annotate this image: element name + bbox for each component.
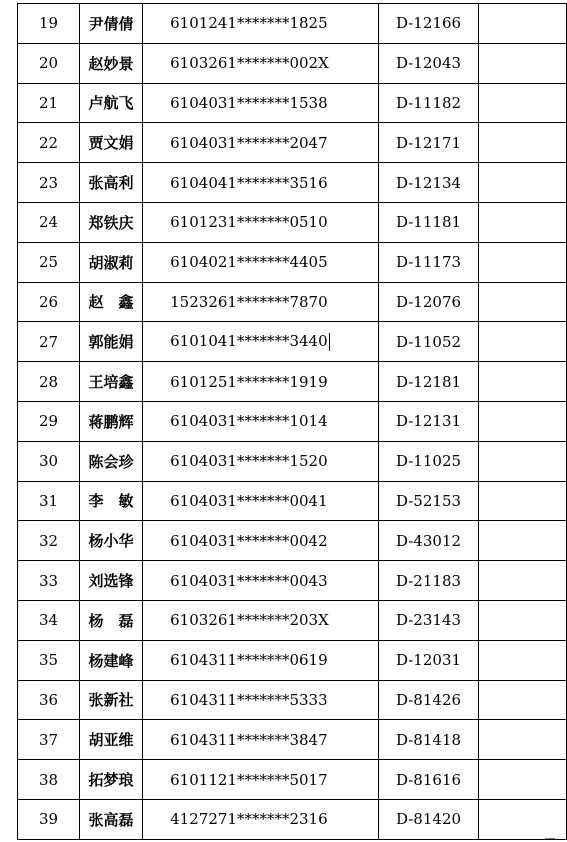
code-cell-text: D-12181 (395, 372, 462, 391)
code-cell-text: D-23143 (395, 611, 462, 630)
table-row (18, 123, 567, 163)
row-number-cell-text: 33 (38, 571, 59, 590)
row-number-cell-text: 29 (38, 412, 59, 431)
code-cell-text: D-81426 (395, 690, 462, 709)
id-number-cell[interactable] (143, 362, 379, 402)
code-cell[interactable] (378, 202, 478, 242)
code-cell[interactable] (378, 123, 478, 163)
id-number-cell-text: 6104311*******3847 (170, 730, 328, 749)
name-cell[interactable] (79, 322, 142, 362)
name-cell[interactable] (79, 163, 142, 203)
blank-cell[interactable] (479, 600, 567, 640)
row-number-cell[interactable] (18, 760, 80, 800)
row-number-cell[interactable] (18, 4, 80, 44)
row-number-cell[interactable] (18, 83, 80, 123)
code-cell[interactable] (378, 600, 478, 640)
blank-cell[interactable] (479, 4, 567, 44)
name-cell-text: 张新社 (88, 691, 134, 710)
code-cell-text: D-81616 (395, 770, 462, 789)
blank-cell[interactable] (479, 680, 567, 720)
id-number-cell-text: 6104031*******0043 (170, 571, 328, 590)
name-cell-text: 蒋鹏辉 (88, 412, 134, 431)
id-number-cell[interactable] (143, 4, 379, 44)
table-row (18, 521, 567, 561)
row-number-cell[interactable] (18, 521, 80, 561)
name-cell[interactable] (79, 202, 142, 242)
code-cell[interactable] (378, 561, 478, 601)
code-cell-text: D-43012 (395, 531, 462, 550)
table-row (18, 242, 567, 282)
row-number-cell-text: 19 (38, 14, 59, 33)
code-cell-text: D-52153 (395, 491, 462, 510)
id-number-cell-text: 6104031*******1014 (170, 412, 328, 431)
row-number-cell-text: 23 (38, 173, 59, 192)
name-cell[interactable] (79, 481, 142, 521)
id-number-cell-text: 6103261*******002X (170, 54, 329, 73)
code-cell-text: D-12076 (395, 292, 462, 311)
id-number-cell-text: 6101121*******5017 (170, 770, 328, 789)
id-number-cell-text: 6104031*******1538 (170, 93, 328, 112)
table-row (18, 282, 567, 322)
code-cell-text: D-21183 (395, 571, 462, 590)
code-cell[interactable] (378, 362, 478, 402)
id-number-cell[interactable] (143, 561, 379, 601)
page-edge-mark (545, 838, 555, 839)
name-cell[interactable] (79, 4, 142, 44)
table-row (18, 322, 567, 362)
name-cell-text: 张高利 (88, 174, 134, 193)
name-cell-text: 胡淑莉 (88, 253, 134, 272)
table-row (18, 202, 567, 242)
code-cell-text: D-12171 (395, 133, 462, 152)
table-row (18, 760, 567, 800)
row-number-cell-text: 30 (38, 452, 59, 471)
id-number-cell-text: 6101241*******1825 (170, 14, 328, 33)
name-cell-text: 张高磊 (88, 810, 134, 829)
code-cell-text: D-11025 (395, 452, 462, 471)
id-number-cell-text: 1523261*******7870 (170, 292, 328, 311)
blank-cell[interactable] (479, 521, 567, 561)
code-cell-text: D-12134 (395, 173, 462, 192)
row-number-cell[interactable] (18, 163, 80, 203)
name-cell[interactable] (79, 123, 142, 163)
id-number-cell-text: 6101231*******0510 (170, 213, 328, 232)
row-number-cell[interactable] (18, 362, 80, 402)
id-number-cell[interactable] (143, 282, 379, 322)
table-row (18, 441, 567, 481)
id-number-cell[interactable] (143, 242, 379, 282)
name-cell-text: 郭能娟 (88, 333, 134, 352)
id-number-cell-text: 6104041*******3516 (170, 173, 328, 192)
code-cell-text: D-12166 (395, 14, 462, 33)
row-number-cell-text: 32 (38, 531, 59, 550)
row-number-cell[interactable] (18, 43, 80, 83)
table-row (18, 561, 567, 601)
name-cell[interactable] (79, 441, 142, 481)
name-cell-text: 李 敏 (88, 492, 134, 511)
row-number-cell[interactable] (18, 202, 80, 242)
id-number-cell[interactable] (143, 640, 379, 680)
blank-cell[interactable] (479, 362, 567, 402)
id-number-cell[interactable] (143, 441, 379, 481)
row-number-cell[interactable] (18, 680, 80, 720)
table-row (18, 43, 567, 83)
code-cell[interactable] (378, 282, 478, 322)
code-cell[interactable] (378, 441, 478, 481)
id-number-cell[interactable] (143, 123, 379, 163)
table-row (18, 481, 567, 521)
id-number-cell[interactable] (143, 720, 379, 760)
name-cell[interactable] (79, 720, 142, 760)
name-cell-text: 王培鑫 (88, 373, 134, 392)
code-cell-text: D-11173 (395, 253, 462, 272)
name-cell-text: 胡亚维 (88, 731, 134, 750)
table-row (18, 799, 567, 839)
table-row (18, 680, 567, 720)
name-cell[interactable] (79, 282, 142, 322)
row-number-cell[interactable] (18, 123, 80, 163)
name-cell-text: 郑铁庆 (88, 213, 134, 232)
row-number-cell-text: 22 (38, 133, 59, 152)
code-cell[interactable] (378, 322, 478, 362)
name-cell[interactable] (79, 362, 142, 402)
blank-cell[interactable] (479, 202, 567, 242)
name-cell[interactable] (79, 799, 142, 839)
id-number-cell-text: 6104031*******0042 (170, 531, 328, 550)
row-number-cell[interactable] (18, 401, 80, 441)
name-cell[interactable] (79, 521, 142, 561)
id-number-cell-text: 6104311*******0619 (170, 651, 328, 670)
text-cursor (329, 333, 330, 351)
id-number-cell-text: 6104021*******4405 (170, 253, 328, 272)
code-cell[interactable] (378, 720, 478, 760)
name-cell-text: 赵 鑫 (88, 293, 134, 312)
code-cell[interactable] (378, 640, 478, 680)
code-cell[interactable] (378, 43, 478, 83)
blank-cell[interactable] (479, 720, 567, 760)
code-cell[interactable] (378, 799, 478, 839)
name-cell[interactable] (79, 760, 142, 800)
id-number-cell-text: 6104311*******5333 (170, 690, 328, 709)
table-row (18, 83, 567, 123)
row-number-cell-text: 35 (38, 651, 59, 670)
code-cell[interactable] (378, 83, 478, 123)
row-number-cell-text: 38 (38, 770, 59, 789)
table-row (18, 362, 567, 402)
blank-cell[interactable] (479, 83, 567, 123)
name-cell-text: 尹倩倩 (88, 14, 134, 33)
code-cell[interactable] (378, 401, 478, 441)
row-number-cell-text: 39 (38, 810, 59, 829)
row-number-cell-text: 34 (38, 611, 59, 630)
name-cell[interactable] (79, 561, 142, 601)
row-number-cell-text: 28 (38, 372, 59, 391)
row-number-cell[interactable] (18, 322, 80, 362)
blank-cell[interactable] (479, 322, 567, 362)
name-cell-text: 杨小华 (88, 532, 134, 551)
name-cell[interactable] (79, 680, 142, 720)
code-cell[interactable] (378, 481, 478, 521)
row-number-cell[interactable] (18, 600, 80, 640)
table-row (18, 640, 567, 680)
row-number-cell-text: 25 (38, 253, 59, 272)
row-number-cell[interactable] (18, 561, 80, 601)
row-number-cell-text: 27 (38, 332, 59, 351)
blank-cell[interactable] (479, 242, 567, 282)
code-cell-text: D-12131 (395, 412, 462, 431)
id-number-cell[interactable] (143, 163, 379, 203)
blank-cell[interactable] (479, 640, 567, 680)
id-number-cell[interactable] (143, 43, 379, 83)
row-number-cell[interactable] (18, 481, 80, 521)
name-cell-text: 贾文娟 (88, 134, 134, 153)
id-number-cell-text: 6104031*******0041 (170, 491, 328, 510)
row-number-cell-text: 21 (38, 93, 59, 112)
id-number-cell[interactable] (143, 521, 379, 561)
name-cell-text: 刘选锋 (88, 572, 134, 591)
code-cell-text: D-81418 (395, 730, 462, 749)
row-number-cell[interactable] (18, 720, 80, 760)
id-number-cell[interactable] (143, 322, 379, 362)
code-cell[interactable] (378, 680, 478, 720)
name-cell[interactable] (79, 242, 142, 282)
id-number-cell-text: 6101041*******3440 (170, 332, 328, 351)
id-number-cell[interactable] (143, 680, 379, 720)
id-number-cell[interactable] (143, 799, 379, 839)
blank-cell[interactable] (479, 43, 567, 83)
code-cell[interactable] (378, 760, 478, 800)
row-number-cell-text: 36 (38, 690, 59, 709)
blank-cell[interactable] (479, 481, 567, 521)
row-number-cell[interactable] (18, 242, 80, 282)
code-cell-text: D-12031 (395, 651, 462, 670)
name-cell[interactable] (79, 83, 142, 123)
code-cell-text: D-81420 (395, 810, 462, 829)
row-number-cell-text: 37 (38, 730, 59, 749)
id-number-cell[interactable] (143, 481, 379, 521)
code-cell[interactable] (378, 163, 478, 203)
name-cell[interactable] (79, 401, 142, 441)
name-cell-text: 赵妙景 (88, 54, 134, 73)
name-cell[interactable] (79, 640, 142, 680)
code-cell-text: D-11182 (395, 93, 462, 112)
code-cell[interactable] (378, 242, 478, 282)
id-number-cell-text: 6104031*******1520 (170, 452, 328, 471)
id-number-cell[interactable] (143, 401, 379, 441)
name-cell-text: 卢航飞 (88, 94, 134, 113)
name-cell-text: 杨 磊 (88, 611, 134, 630)
table-row (18, 401, 567, 441)
blank-cell[interactable] (479, 282, 567, 322)
name-cell[interactable] (79, 43, 142, 83)
blank-cell[interactable] (479, 163, 567, 203)
blank-cell[interactable] (479, 441, 567, 481)
row-number-cell-text: 26 (38, 292, 59, 311)
blank-cell[interactable] (479, 561, 567, 601)
row-number-cell[interactable] (18, 441, 80, 481)
code-cell[interactable] (378, 4, 478, 44)
code-cell-text: D-11181 (395, 213, 462, 232)
code-cell-text: D-12043 (395, 54, 462, 73)
id-number-cell-text: 6104031*******2047 (170, 133, 328, 152)
row-number-cell-text: 31 (38, 491, 59, 510)
roster-table-body (18, 4, 567, 840)
id-number-cell[interactable] (143, 760, 379, 800)
row-number-cell[interactable] (18, 799, 80, 839)
table-row (18, 163, 567, 203)
row-number-cell[interactable] (18, 282, 80, 322)
code-cell-text: D-11052 (395, 332, 462, 351)
id-number-cell[interactable] (143, 83, 379, 123)
name-cell[interactable] (79, 600, 142, 640)
id-number-cell[interactable] (143, 202, 379, 242)
id-number-cell-text: 6101251*******1919 (170, 372, 328, 391)
name-cell-text: 拓梦琅 (88, 771, 134, 790)
row-number-cell-text: 20 (38, 54, 59, 73)
roster-table (17, 3, 567, 840)
id-number-cell-text: 4127271*******2316 (170, 810, 328, 829)
id-number-cell-text: 6103261*******203X (170, 611, 329, 630)
row-number-cell[interactable] (18, 640, 80, 680)
table-row (18, 720, 567, 760)
name-cell-text: 杨建峰 (88, 651, 134, 670)
table-row (18, 600, 567, 640)
blank-cell[interactable] (479, 799, 567, 839)
table-row (18, 4, 567, 44)
name-cell-text: 陈会珍 (88, 452, 134, 471)
code-cell[interactable] (378, 521, 478, 561)
blank-cell[interactable] (479, 760, 567, 800)
id-number-cell[interactable] (143, 600, 379, 640)
blank-cell[interactable] (479, 123, 567, 163)
row-number-cell-text: 24 (38, 213, 59, 232)
blank-cell[interactable] (479, 401, 567, 441)
